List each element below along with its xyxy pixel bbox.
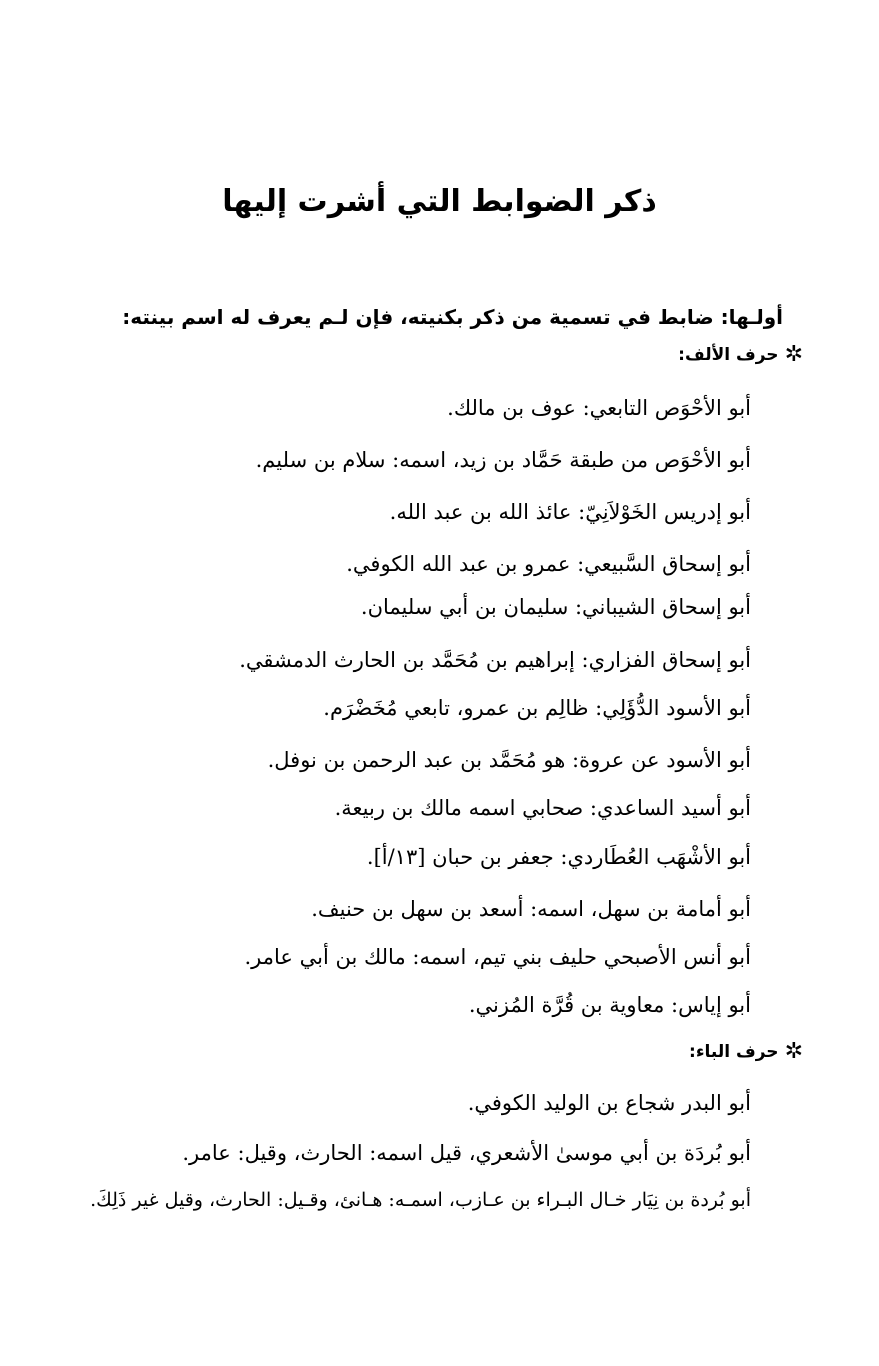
flower-star-icon: ✲ <box>784 342 803 367</box>
list-item: أبو الأسود عن عروة: هو مُحَمَّد بن عبد الرحمن بن نوفل. <box>267 748 751 772</box>
rule-lead: أولـها: <box>720 305 783 329</box>
page-title: ذكر الضوابط التي أشرت إليها <box>222 184 657 219</box>
rule-first-line <box>73 307 783 327</box>
section-heading-label: حرف الألف: <box>678 345 779 365</box>
list-item: أبو البدر شجاع بن الوليد الكوفي. <box>467 1091 751 1115</box>
list-item: أبو الأسود الدُّؤَلِي: ظالِم بن عمرو، تابعي مُخَضْرَم. <box>323 696 751 720</box>
section-heading-ba <box>689 1040 803 1064</box>
list-item: أبو إياس: معاوية بن قُرَّة المُزني. <box>468 993 751 1017</box>
section-heading-label: حرف الباء: <box>689 1042 779 1062</box>
list-item: أبو الأشْهَب العُطَاردي: جعفر بن حبان [١٣/أ]. <box>366 845 751 869</box>
list-item: أبو إسحاق الفزاري: إبراهيم بن مُحَمَّد بن الحارث الدمشقي. <box>239 648 751 672</box>
section-heading-alif <box>678 343 803 367</box>
rule-text: ضابط في تسمية من ذكر بكنيته، فإن لـم يعرف له اسم بينته: <box>122 305 714 329</box>
list-item: أبو أسيد الساعدي: صحابي اسمه مالك بن ربيعة. <box>334 796 751 820</box>
list-item: أبو الأحْوَص من طبقة حَمَّاد بن زيد، اسمه: سلام بن سليم. <box>255 448 751 472</box>
list-item: أبو إدريس الخَوْلاَنِيّ: عائذ الله بن عبد الله. <box>389 500 751 524</box>
flower-star-icon: ✲ <box>784 1039 803 1064</box>
list-item: أبو بُردة بن نِيَار خـال البـراء بن عـازب، اسمـه: هـانئ، وقـيل: الحارث، وقيل غير ذَلِكَ. <box>90 1189 751 1211</box>
list-item: أبو الأحْوَص التابعي: عوف بن مالك. <box>447 396 751 420</box>
list-item: أبو إسحاق الشيباني: سليمان بن أبي سليمان. <box>360 595 751 619</box>
list-item: أبو إسحاق السَّبيعي: عمرو بن عبد الله الكوفي. <box>346 552 751 576</box>
list-item: أبو أمامة بن سهل، اسمه: أسعد بن سهل بن حنيف. <box>311 897 751 921</box>
list-item: أبو أنس الأصبحي حليف بني تيم، اسمه: مالك بن أبي عامر. <box>244 945 751 969</box>
list-item: أبو بُردَة بن أبي موسىٰ الأشعري، قيل اسمه: الحارث، وقيل: عامر. <box>182 1141 751 1165</box>
